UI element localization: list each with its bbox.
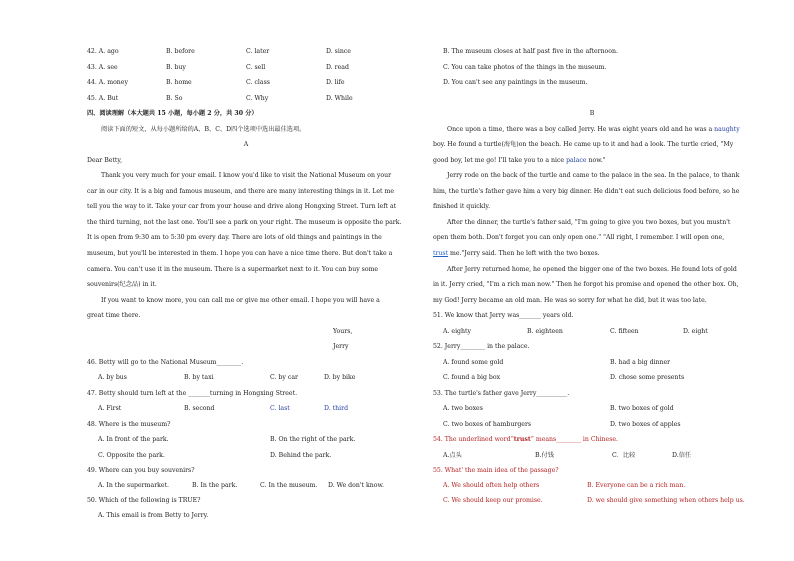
story-text: me."Jerry said. Then he left with the two boxes.	[448, 250, 600, 257]
letter-line: It is open from 9:30 am to 5:30 pm every day. There are lots of old things and paintings in the	[87, 234, 382, 241]
story-line: in it. Jerry cried, "I'm a rich man now." Then he forgot his promise and opened the other box. Oh,	[433, 281, 739, 288]
q48-option-d: D. Behind the park.	[270, 452, 332, 459]
letter-line: the third turning, not the last one. You'll see a park on your right. The museum is opposite the park.	[87, 219, 402, 226]
story-line	[447, 126, 740, 134]
story-text: good boy, let me go! I'll take you to a nice	[433, 157, 567, 164]
q54-stem-text: ” means________ in Chinese.	[530, 436, 619, 443]
q53-option-d: D. two boxes of apples	[610, 421, 681, 428]
q50-option-a: A. This email is from Betty to Jerry.	[98, 512, 209, 519]
story-line	[433, 250, 600, 258]
highlighted-word-palace: palace	[566, 157, 587, 164]
q49-option-c: C. In the museum.	[260, 482, 318, 489]
q46-option-b: B. by taxi	[184, 374, 214, 381]
q54-option-a: A.点头	[443, 452, 462, 459]
letter-signoff: Yours,	[333, 328, 353, 335]
q51-stem: 51. We know that Jerry was_______ years old.	[433, 312, 574, 319]
q46-option-c: C. by car	[270, 374, 298, 381]
letter-line: camera. You can't use it in the museum. There is a supermarket next to it. You can buy some	[87, 266, 379, 273]
q53-option-c: C. two boxes of hamburgers	[443, 421, 532, 428]
passage-a-label: A	[243, 141, 249, 148]
story-line: my God! Jerry became an old man. He was so sorry for what he did, but it was too late.	[433, 297, 707, 304]
q50-option-b: B. The museum closes at half past five in the afternoon.	[443, 48, 618, 55]
q44-option-b: B. home	[166, 79, 192, 86]
q49-option-a: A. In the supermarket.	[98, 482, 170, 489]
q49-stem: 49. Where can you buy souvenirs?	[87, 467, 195, 474]
q49-option-b: B. In the park.	[192, 482, 238, 489]
story-line: After Jerry returned home, he opened the bigger one of the two boxes. He found lots of gold	[447, 266, 737, 273]
story-line: finished it quickly.	[433, 203, 491, 210]
q43-option-d: D. read	[326, 64, 349, 71]
q42-option-c: C. later	[246, 48, 270, 55]
q55-option-d: D. we should give something when others help us.	[587, 497, 745, 504]
story-line: After the dinner, the turtle's father said, "I'm going to give you two boxes, but you mustn't	[447, 219, 731, 226]
letter-line: souvenirs(纪念品) in it.	[87, 281, 157, 288]
q51-option-d: D. eight	[683, 328, 708, 335]
section-4-title: 四、阅读理解（本大题共 15 小题，每小题 2 分，共 30 分）	[87, 110, 258, 117]
q46-option-d: D. by bike	[324, 374, 356, 381]
q53-stem: 53. The turtle's father gave Jerry__________.	[433, 390, 570, 397]
q55-stem: 55. What' the main idea of the passage?	[433, 467, 559, 474]
q52-option-c: C. found a big box	[443, 374, 501, 381]
q54-stem-word: trust	[513, 436, 531, 443]
q48-option-b: B. On the right of the park.	[270, 436, 356, 443]
q54-stem	[433, 436, 618, 444]
letter-greeting: Dear Betty,	[87, 157, 123, 164]
q45-option-c: C. Why	[246, 95, 269, 102]
q50-option-d: D. You can't see any paintings in the museum.	[443, 79, 588, 86]
q52-stem: 52. Jerry________ in the palace.	[433, 343, 530, 350]
q42-option-b: B. before	[166, 48, 195, 55]
q53-option-b: B. two boxes of gold	[610, 405, 674, 412]
q51-option-a: A. eighty	[443, 328, 471, 335]
q51-option-b: B. eighteen	[527, 328, 563, 335]
q52-option-b: B. had a big dinner	[610, 359, 671, 366]
q54-option-d: D.信任	[672, 452, 692, 459]
letter-line: car in our city. It is a big and famous museum, and there are many interesting things in it. Let me	[87, 188, 395, 195]
q44-option-a: 44. A. money	[87, 79, 128, 86]
letter-line: museum, but you'll be interested in them. I hope you can have a nice time there. But don't take a	[87, 250, 393, 257]
q43-option-c: C. sell	[246, 64, 266, 71]
q46-option-a: A. by bus	[98, 374, 127, 381]
section-4-instructions: 阅读下面的短文，从每小题所给的A、B、C、D四个选项中选出最佳选项。	[101, 126, 306, 133]
q44-option-c: C. class	[246, 79, 270, 86]
q43-option-b: B. buy	[166, 64, 186, 71]
q54-stem-text: 54. The underlined word“	[433, 436, 514, 443]
q54-option-b: B.付钱	[535, 452, 554, 459]
q52-option-d: D. chose some presents	[610, 374, 685, 381]
highlighted-word-naughty: naughty	[714, 126, 740, 133]
story-text: now."	[586, 157, 606, 164]
q42-option-a: 42. A. ago	[87, 48, 119, 55]
q50-stem: 50. Which of the following is TRUE?	[87, 497, 201, 504]
q47-stem: 47. Betty should turn left at the _______turning in Hongxing Street.	[87, 390, 298, 397]
q47-option-b: B. second	[184, 405, 215, 412]
q50-option-c: C. You can take photos of the things in the museum.	[443, 64, 607, 71]
q48-stem: 48. Where is the museum?	[87, 421, 171, 428]
q47-option-a: A. First	[98, 405, 122, 412]
story-line: open them both. Don't forget you can only open one." "All right, I remember. I will open one,	[433, 234, 725, 241]
q47-option-d: D. third	[324, 405, 349, 412]
q48-option-a: A. In front of the park.	[98, 436, 169, 443]
q55-option-c: C. We should keep our promise.	[443, 497, 543, 504]
letter-line: Thank you very much for your email. I know you'd like to visit the National Museum on your	[101, 172, 392, 179]
letter-line: great time there.	[87, 312, 141, 319]
story-line: Jerry rode on the back of the turtle and came to the palace in the sea. In the palace, to thank	[447, 172, 740, 179]
story-text: Once upon a time, there was a boy called Jerry. He was eight years old and he was a	[447, 126, 715, 133]
q45-option-a: 45. A. But	[87, 95, 119, 102]
letter-signature: Jerry	[333, 343, 349, 350]
story-line: him, the turtle's father gave him a very big dinner. He didn't eat such delicious food before, so he	[433, 188, 740, 195]
q54-option-c: C．比较	[612, 452, 636, 459]
passage-b-label: B	[589, 110, 595, 117]
q53-option-a: A. two boxes	[443, 405, 483, 412]
story-line	[433, 157, 606, 165]
q45-option-b: B. So	[166, 95, 183, 102]
underlined-word-trust: trust	[433, 250, 449, 257]
q43-option-a: 43. A. see	[87, 64, 118, 71]
q51-option-c: C. fifteen	[610, 328, 639, 335]
q47-option-c: C. last	[270, 405, 290, 412]
q52-option-a: A. found some gold	[443, 359, 504, 366]
q55-option-a: A. We should often help others	[443, 482, 540, 489]
letter-line: If you want to know more, you can call me or give me other email. I hope you will have a	[101, 297, 380, 304]
q45-option-d: D. While	[326, 95, 353, 102]
q46-stem: 46. Betty will go to the National Museum________.	[87, 359, 244, 366]
q55-option-b: B. Everyone can be a rich man.	[587, 482, 686, 489]
q48-option-c: C. Opposite the park.	[98, 452, 165, 459]
letter-line: tell you the way to it. Take your car from your house and drive along Hongxing Street. Turn left at	[87, 203, 397, 210]
story-line: boy. He found a turtle(海龟)on the beach. He came up to it and had a look. The turtle cried, "My	[433, 141, 734, 148]
q42-option-d: D. since	[326, 48, 351, 55]
q49-option-d: D. We don't know.	[328, 482, 384, 489]
q44-option-d: D. life	[326, 79, 345, 86]
